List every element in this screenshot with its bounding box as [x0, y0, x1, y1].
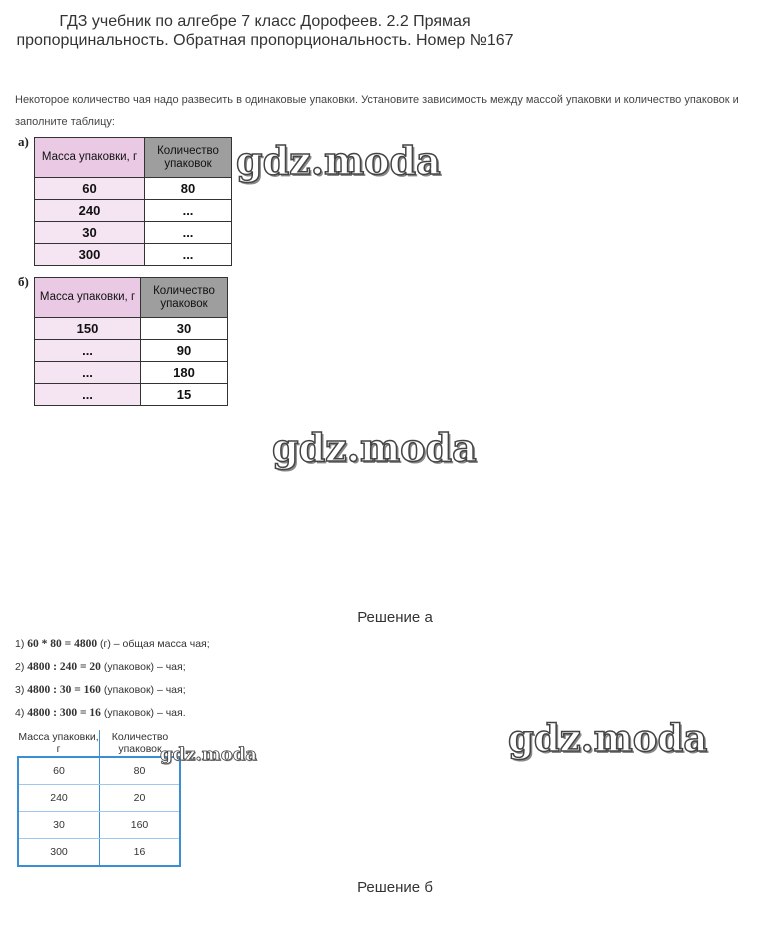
solution-cell-count: 16	[100, 839, 181, 867]
solution-cell-mass: 60	[18, 757, 100, 785]
table-row	[35, 384, 228, 406]
solution-cell-count: 160	[100, 812, 181, 839]
table-cell-mass: 60	[35, 178, 145, 200]
table-row	[18, 757, 180, 785]
solution-cell-mass: 30	[18, 812, 100, 839]
table-cell-mass: ...	[35, 362, 141, 384]
solution-step: 4) 4800 : 300 = 16 (упаковок) – чая.	[15, 707, 186, 719]
table-cell-count: 15	[141, 384, 228, 406]
table-cell-count: ...	[145, 222, 232, 244]
solution-cell-mass: 240	[18, 785, 100, 812]
table-row	[35, 340, 228, 362]
table-row	[18, 839, 180, 867]
table-cell-count: ...	[145, 244, 232, 266]
table-cell-mass: ...	[35, 384, 141, 406]
table-b-header-count: Количество упаковок	[141, 278, 228, 318]
solution-cell-count: 20	[100, 785, 181, 812]
table-row	[18, 785, 180, 812]
table-cell-count: 30	[141, 318, 228, 340]
solution-step: 3) 4800 : 30 = 160 (упаковок) – чая;	[15, 684, 186, 696]
solution-cell-count: 80	[100, 757, 181, 785]
table-cell-mass: ...	[35, 340, 141, 362]
table-cell-count: 80	[145, 178, 232, 200]
watermark-logo: gdz.moda	[272, 425, 477, 470]
watermark-logo-small: gdz.moda	[160, 744, 257, 765]
solution-step: 2) 4800 : 240 = 20 (упаковок) – чая;	[15, 661, 186, 673]
table-row	[35, 362, 228, 384]
table-cell-count: 180	[141, 362, 228, 384]
problem-text: Некоторое количество чая надо развесить в одинаковые упаковки. Установите зависимость между массой упаковки и количество упаковок и заполните таблицу:	[15, 94, 739, 128]
table-cell-mass: 150	[35, 318, 141, 340]
solution-step: 1) 60 * 80 = 4800 (г) – общая масса чая;	[15, 638, 210, 650]
table-row	[35, 222, 232, 244]
table-row	[18, 812, 180, 839]
table-a-header-count: Количество упаковок	[145, 138, 232, 178]
table-cell-count: ...	[145, 200, 232, 222]
page-title: ГДЗ учебник по алгебре 7 класс Дорофеев. 2.2 Прямая пропорцинальность. Обратная пропорциональность. Номер №167	[16, 13, 514, 49]
watermark-logo: gdz.moda	[236, 138, 441, 183]
table-a-label: а)	[18, 134, 29, 149]
table-b-header-mass: Масса упаковки, г	[35, 278, 141, 318]
table-row	[35, 318, 228, 340]
table-row	[35, 244, 232, 266]
table-row	[35, 178, 232, 200]
table-a	[34, 137, 232, 266]
solution-a-heading: Решение а	[357, 609, 433, 626]
watermark-logo: gdz.moda	[508, 716, 708, 760]
solution-header-mass: Масса упаковки, г	[18, 731, 99, 755]
solution-header-count: Количество упаковок	[100, 730, 181, 757]
solution-b-heading: Решение б	[357, 879, 433, 896]
table-cell-mass: 300	[35, 244, 145, 266]
table-b	[34, 277, 228, 406]
table-cell-count: 90	[141, 340, 228, 362]
table-cell-mass: 30	[35, 222, 145, 244]
table-a-header-mass: Масса упаковки, г	[35, 138, 145, 178]
solution-cell-mass: 300	[18, 839, 100, 867]
table-b-label: б)	[18, 274, 29, 289]
table-row	[35, 200, 232, 222]
table-cell-mass: 240	[35, 200, 145, 222]
solution-a-table	[17, 730, 181, 867]
